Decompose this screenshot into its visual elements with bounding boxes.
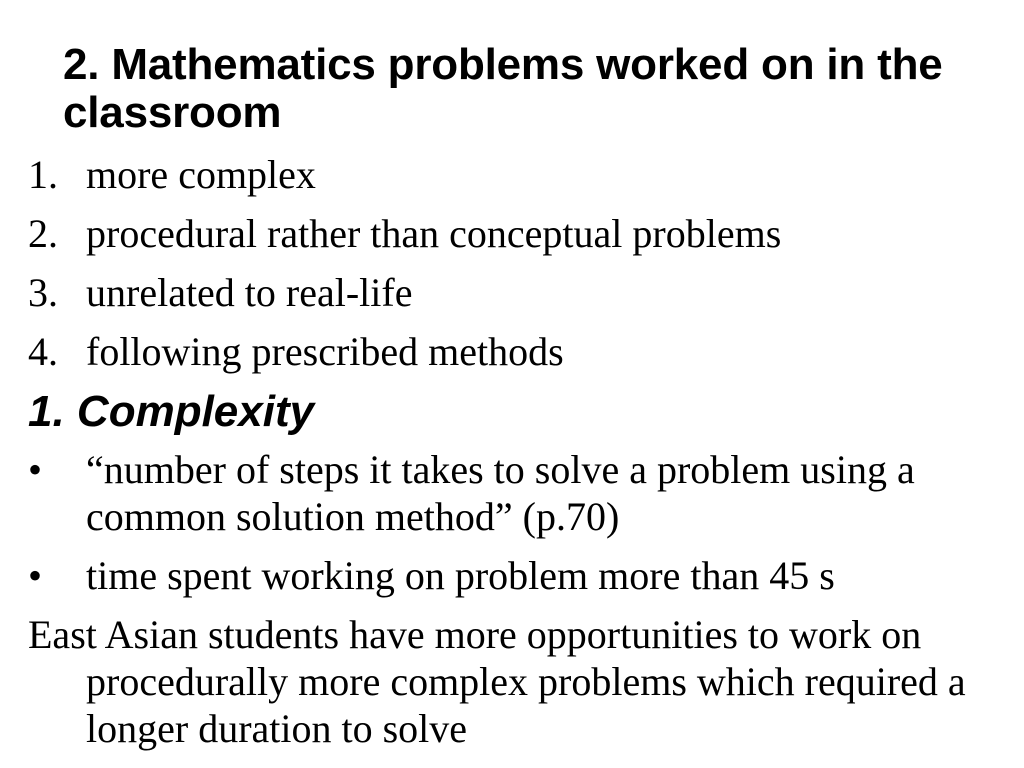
- bullet-marker: •: [28, 447, 43, 492]
- numbered-list-item: [28, 151, 1008, 198]
- list-marker: 2.: [28, 211, 58, 256]
- list-marker: 1.: [28, 152, 58, 197]
- numbered-list-item: [28, 210, 1008, 257]
- list-item-text: more complex: [86, 152, 316, 197]
- conclusion-paragraph: East Asian students have more opportunities to work on procedurally more complex problems which required a longer duration to solve: [28, 612, 966, 751]
- bullet-list-item: [28, 446, 1008, 540]
- bullet-marker: •: [28, 553, 43, 598]
- section-subheading: 1. Complexity: [28, 387, 315, 436]
- numbered-list-item: [28, 328, 1008, 375]
- bullet-item-text: time spent working on problem more than 45 s: [86, 553, 835, 598]
- list-item-text: following prescribed methods: [86, 329, 564, 374]
- slide-title: 2. Mathematics problems worked on in the classroom: [63, 40, 943, 137]
- list-item-text: unrelated to real-life: [86, 270, 413, 315]
- list-marker: 4.: [28, 329, 58, 374]
- slide-body: [28, 151, 1008, 752]
- numbered-list-item: [28, 269, 1008, 316]
- list-item-text: procedural rather than conceptual problems: [86, 211, 782, 256]
- list-marker: 3.: [28, 270, 58, 315]
- bullet-list-item: [28, 552, 1008, 599]
- bullet-item-text: “number of steps it takes to solve a problem using a common solution method” (p.70): [86, 447, 915, 539]
